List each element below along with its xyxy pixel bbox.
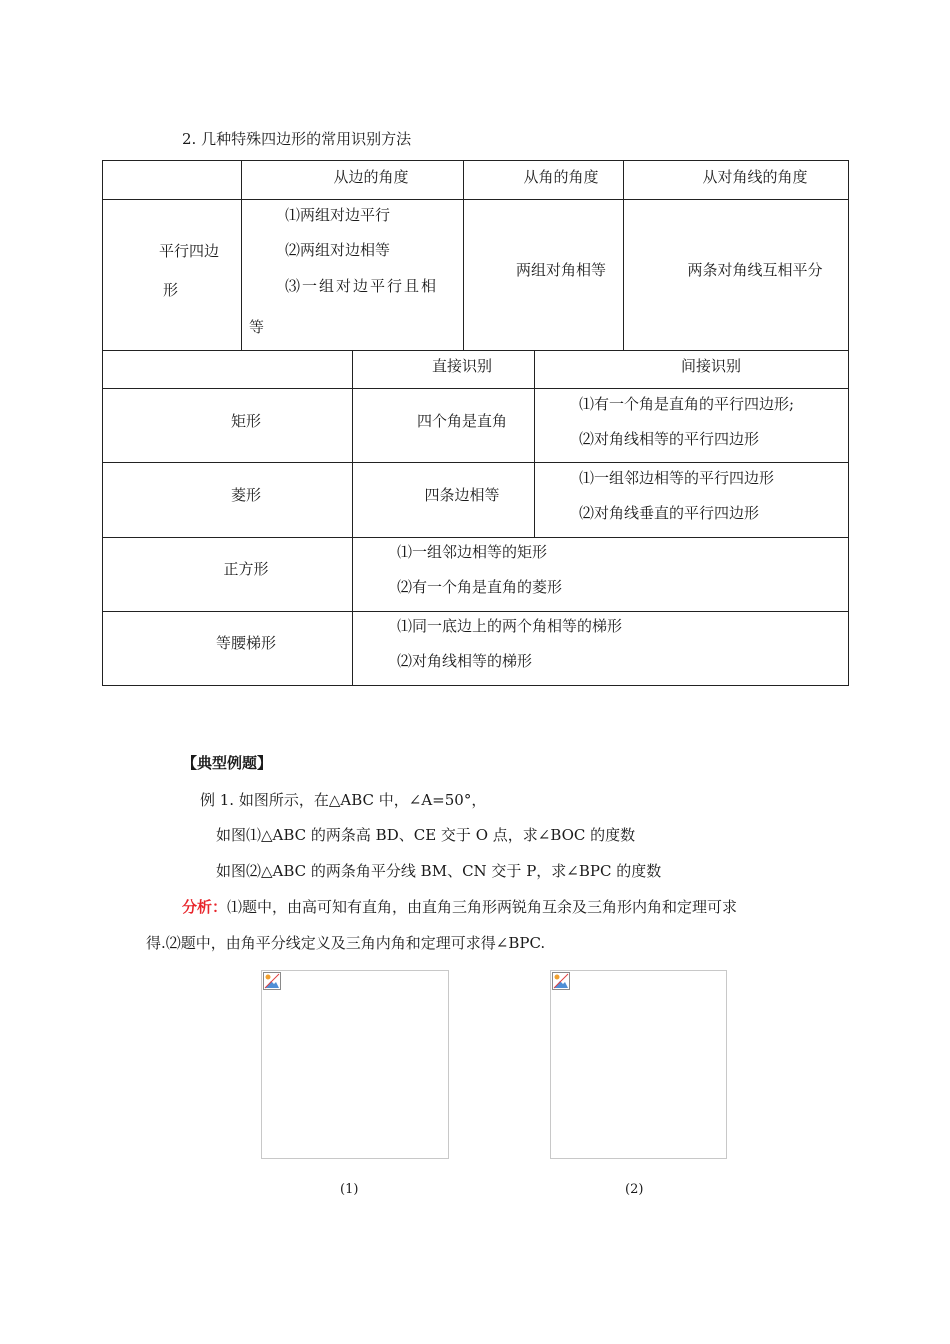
section-heading: 2. 几种特殊四边形的常用识别方法 [182,130,412,148]
col-divider [534,350,535,537]
col-divider [463,161,464,350]
figure-1-caption: (1) [340,1182,359,1197]
shape-name: 等腰梯形 [215,634,277,652]
row-divider [103,388,848,389]
broken-image-icon [552,972,570,990]
shape-name: 矩形 [230,412,262,430]
merged-item: ⑵有一个角是直角的菱形 [397,578,563,596]
row-divider [103,537,848,538]
diagonal-cell: 两条对角线互相平分 [687,261,823,279]
side-item: ⑴两组对边平行 [285,206,391,224]
example-line: 例 1. 如图所示，在△ABC 中，∠A=50°， [200,791,487,809]
header-side: 从边的角度 [333,168,409,186]
header-direct: 直接识别 [431,357,493,375]
analysis-line-cont: 得.⑵题中，由角平分线定义及三角内角和定理可求得∠BPC. [146,934,546,952]
figure-2-caption: (2) [625,1182,644,1197]
row-divider [103,199,848,200]
row-label: 平行四边 [159,242,220,260]
indirect-item: ⑵对角线垂直的平行四边形 [579,504,760,522]
identification-table [102,350,849,686]
figure-1-placeholder [261,970,449,1159]
indirect-item: ⑴一组邻边相等的平行四边形 [579,469,775,487]
example-line: 如图⑵△ABC 的两条角平分线 BM、CN 交于 P，求∠BPC 的度数 [216,862,662,880]
row-divider [103,611,848,612]
header-indirect: 间接识别 [680,357,742,375]
side-item: 等 [249,318,265,336]
direct-cell: 四个角是直角 [416,412,508,430]
indirect-item: ⑴有一个角是直角的平行四边形; [579,395,795,413]
merged-item: ⑵对角线相等的梯形 [397,652,533,670]
side-item: ⑵两组对边相等 [285,241,391,259]
analysis-line [182,896,737,917]
parallelogram-table [102,160,849,351]
broken-image-icon [263,972,281,990]
header-angle: 从角的角度 [523,168,599,186]
analysis-text: ⑴题中，由高可知有直角，由直角三角形两锐角互余及三角形内角和定理可求 [227,898,738,916]
shape-name: 菱形 [230,486,262,504]
col-divider [352,350,353,685]
angle-cell: 两组对角相等 [515,261,607,279]
direct-cell: 四条边相等 [424,486,500,504]
merged-item: ⑴一组邻边相等的矩形 [397,543,548,561]
row-divider [103,462,848,463]
col-divider [623,161,624,350]
col-divider [241,161,242,350]
header-diagonal: 从对角线的角度 [702,168,808,186]
example-line: 如图⑴△ABC 的两条高 BD、CE 交于 O 点，求∠BOC 的度数 [216,826,636,844]
row-label-cont: 形 [163,281,179,299]
merged-item: ⑴同一底边上的两个角相等的梯形 [397,617,623,635]
figure-2-placeholder [550,970,727,1159]
example-section-title: 【典型例题】 [182,754,273,772]
side-item: ⑶一组对边平行且相 [285,277,439,295]
analysis-label: 分析： [182,898,228,916]
shape-name: 正方形 [223,560,269,578]
indirect-item: ⑵对角线相等的平行四边形 [579,430,760,448]
